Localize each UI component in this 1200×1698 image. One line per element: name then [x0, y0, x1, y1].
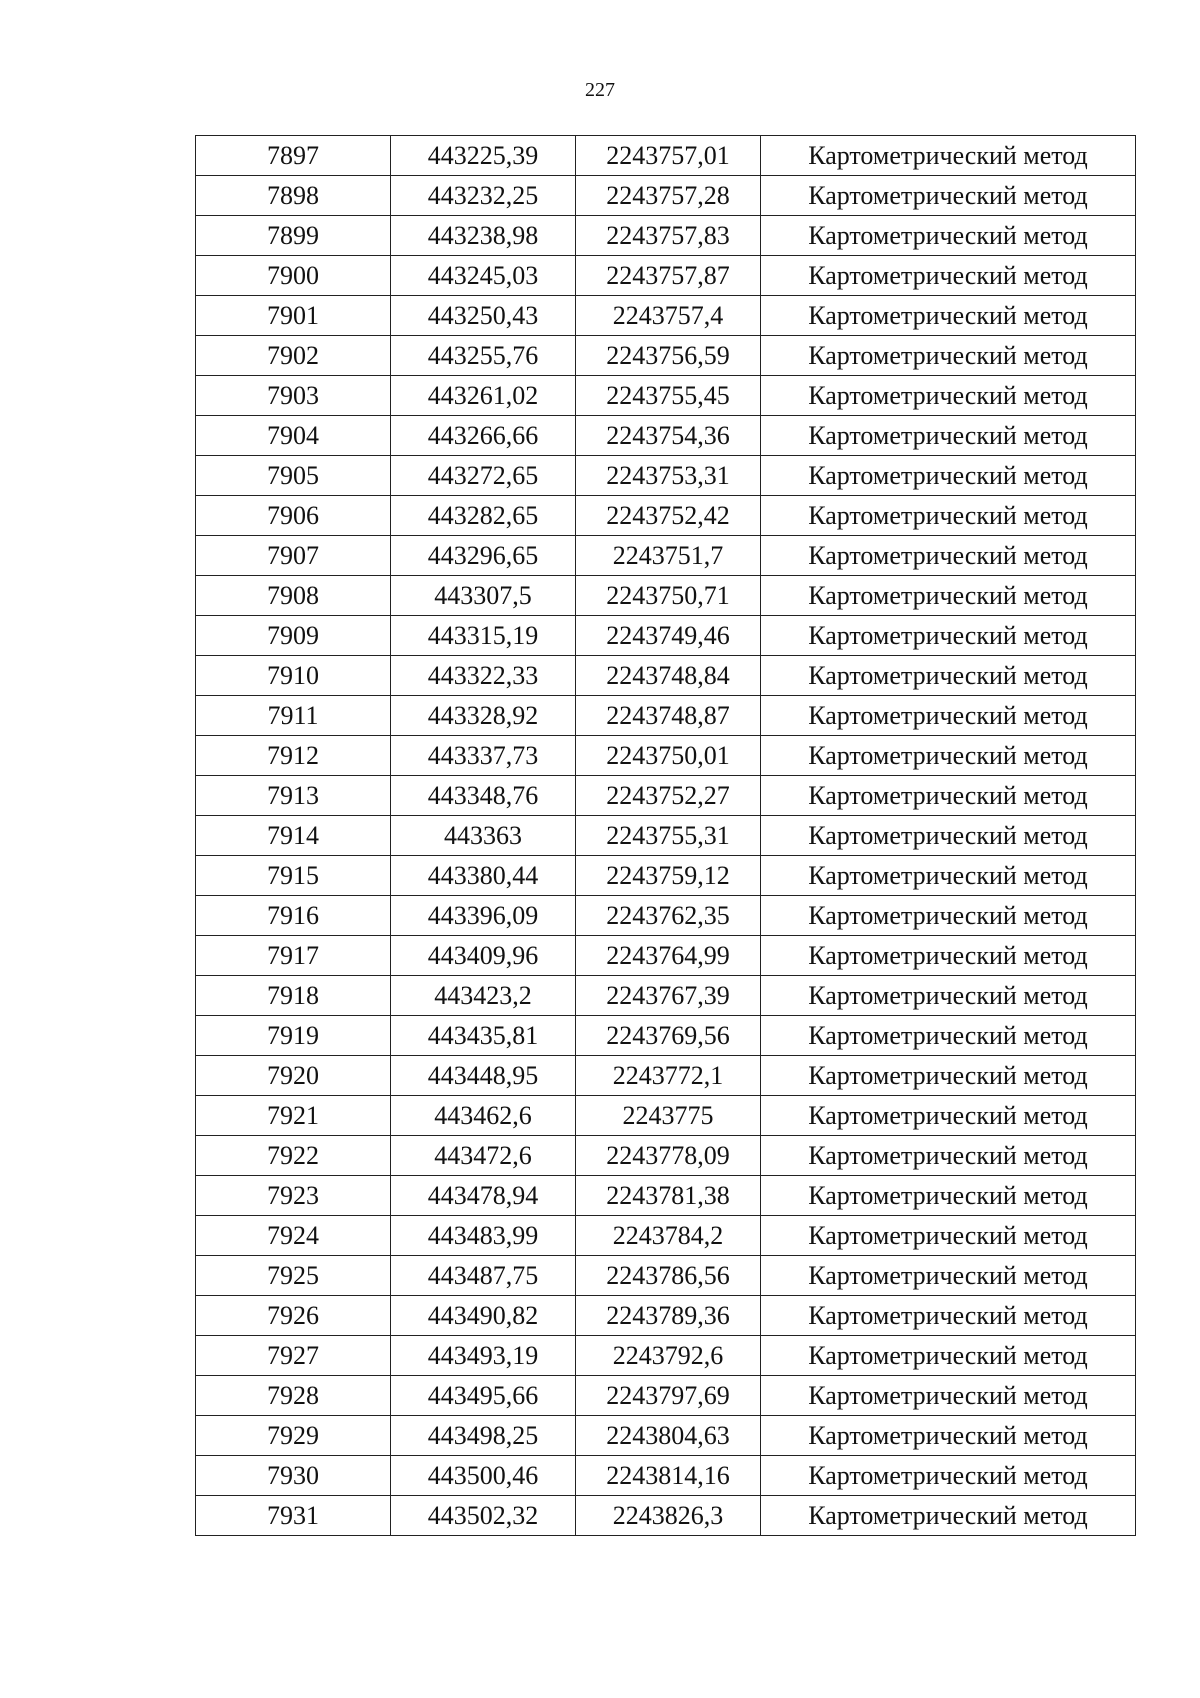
method-cell: Картометрический метод: [761, 376, 1136, 416]
table-row: [196, 696, 1136, 736]
x-coordinate-cell: 443483,99: [391, 1216, 576, 1256]
table-row: [196, 296, 1136, 336]
y-coordinate-cell: 2243752,27: [576, 776, 761, 816]
method-cell: Картометрический метод: [761, 576, 1136, 616]
method-cell: Картометрический метод: [761, 1256, 1136, 1296]
table-row: [196, 896, 1136, 936]
x-coordinate-cell: 443498,25: [391, 1416, 576, 1456]
table-row: [196, 1176, 1136, 1216]
method-cell: Картометрический метод: [761, 496, 1136, 536]
x-coordinate-cell: 443396,09: [391, 896, 576, 936]
y-coordinate-cell: 2243757,01: [576, 136, 761, 176]
table-row: [196, 1336, 1136, 1376]
method-cell: Картометрический метод: [761, 216, 1136, 256]
point-number-cell: 7927: [196, 1336, 391, 1376]
point-number-cell: 7926: [196, 1296, 391, 1336]
method-cell: Картометрический метод: [761, 536, 1136, 576]
y-coordinate-cell: 2243786,56: [576, 1256, 761, 1296]
point-number-cell: 7914: [196, 816, 391, 856]
table-row: [196, 1296, 1136, 1336]
point-number-cell: 7911: [196, 696, 391, 736]
method-cell: Картометрический метод: [761, 736, 1136, 776]
method-cell: Картометрический метод: [761, 456, 1136, 496]
method-cell: Картометрический метод: [761, 1016, 1136, 1056]
method-cell: Картометрический метод: [761, 936, 1136, 976]
x-coordinate-cell: 443472,6: [391, 1136, 576, 1176]
x-coordinate-cell: 443380,44: [391, 856, 576, 896]
y-coordinate-cell: 2243756,59: [576, 336, 761, 376]
x-coordinate-cell: 443232,25: [391, 176, 576, 216]
method-cell: Картометрический метод: [761, 1056, 1136, 1096]
y-coordinate-cell: 2243750,01: [576, 736, 761, 776]
y-coordinate-cell: 2243778,09: [576, 1136, 761, 1176]
table-row: [196, 816, 1136, 856]
method-cell: Картометрический метод: [761, 1176, 1136, 1216]
method-cell: Картометрический метод: [761, 336, 1136, 376]
point-number-cell: 7924: [196, 1216, 391, 1256]
point-number-cell: 7915: [196, 856, 391, 896]
x-coordinate-cell: 443487,75: [391, 1256, 576, 1296]
method-cell: Картометрический метод: [761, 1456, 1136, 1496]
method-cell: Картометрический метод: [761, 816, 1136, 856]
point-number-cell: 7899: [196, 216, 391, 256]
table-row: [196, 336, 1136, 376]
method-cell: Картометрический метод: [761, 1336, 1136, 1376]
x-coordinate-cell: 443250,43: [391, 296, 576, 336]
table-row: [196, 136, 1136, 176]
point-number-cell: 7930: [196, 1456, 391, 1496]
x-coordinate-cell: 443328,92: [391, 696, 576, 736]
x-coordinate-cell: 443238,98: [391, 216, 576, 256]
point-number-cell: 7910: [196, 656, 391, 696]
table-row: [196, 576, 1136, 616]
point-number-cell: 7909: [196, 616, 391, 656]
x-coordinate-cell: 443448,95: [391, 1056, 576, 1096]
table-row: [196, 1496, 1136, 1536]
y-coordinate-cell: 2243767,39: [576, 976, 761, 1016]
y-coordinate-cell: 2243775: [576, 1096, 761, 1136]
method-cell: Картометрический метод: [761, 256, 1136, 296]
table-row: [196, 216, 1136, 256]
x-coordinate-cell: 443261,02: [391, 376, 576, 416]
page-number: 227: [585, 79, 615, 101]
method-cell: Картометрический метод: [761, 616, 1136, 656]
point-number-cell: 7918: [196, 976, 391, 1016]
point-number-cell: 7906: [196, 496, 391, 536]
table-row: [196, 496, 1136, 536]
y-coordinate-cell: 2243755,31: [576, 816, 761, 856]
table-row: [196, 656, 1136, 696]
table-row: [196, 376, 1136, 416]
table-row: [196, 1376, 1136, 1416]
y-coordinate-cell: 2243751,7: [576, 536, 761, 576]
method-cell: Картометрический метод: [761, 1216, 1136, 1256]
y-coordinate-cell: 2243762,35: [576, 896, 761, 936]
y-coordinate-cell: 2243749,46: [576, 616, 761, 656]
x-coordinate-cell: 443255,76: [391, 336, 576, 376]
x-coordinate-cell: 443490,82: [391, 1296, 576, 1336]
y-coordinate-cell: 2243764,99: [576, 936, 761, 976]
method-cell: Картометрический метод: [761, 1376, 1136, 1416]
y-coordinate-cell: 2243750,71: [576, 576, 761, 616]
x-coordinate-cell: 443266,66: [391, 416, 576, 456]
table-row: [196, 256, 1136, 296]
x-coordinate-cell: 443363: [391, 816, 576, 856]
x-coordinate-cell: 443282,65: [391, 496, 576, 536]
y-coordinate-cell: 2243804,63: [576, 1416, 761, 1456]
method-cell: Картометрический метод: [761, 776, 1136, 816]
point-number-cell: 7898: [196, 176, 391, 216]
table-row: [196, 1016, 1136, 1056]
x-coordinate-cell: 443296,65: [391, 536, 576, 576]
y-coordinate-cell: 2243826,3: [576, 1496, 761, 1536]
y-coordinate-cell: 2243797,69: [576, 1376, 761, 1416]
table-row: [196, 776, 1136, 816]
point-number-cell: 7916: [196, 896, 391, 936]
x-coordinate-cell: 443337,73: [391, 736, 576, 776]
point-number-cell: 7908: [196, 576, 391, 616]
point-number-cell: 7931: [196, 1496, 391, 1536]
method-cell: Картометрический метод: [761, 896, 1136, 936]
method-cell: Картометрический метод: [761, 1096, 1136, 1136]
point-number-cell: 7919: [196, 1016, 391, 1056]
y-coordinate-cell: 2243759,12: [576, 856, 761, 896]
table-row: [196, 536, 1136, 576]
x-coordinate-cell: 443495,66: [391, 1376, 576, 1416]
x-coordinate-cell: 443478,94: [391, 1176, 576, 1216]
y-coordinate-cell: 2243792,6: [576, 1336, 761, 1376]
table-row: [196, 1456, 1136, 1496]
point-number-cell: 7901: [196, 296, 391, 336]
table-row: [196, 1136, 1136, 1176]
point-number-cell: 7900: [196, 256, 391, 296]
y-coordinate-cell: 2243757,83: [576, 216, 761, 256]
x-coordinate-cell: 443307,5: [391, 576, 576, 616]
y-coordinate-cell: 2243748,87: [576, 696, 761, 736]
table-row: [196, 1216, 1136, 1256]
point-number-cell: 7905: [196, 456, 391, 496]
x-coordinate-cell: 443435,81: [391, 1016, 576, 1056]
y-coordinate-cell: 2243754,36: [576, 416, 761, 456]
x-coordinate-cell: 443462,6: [391, 1096, 576, 1136]
x-coordinate-cell: 443409,96: [391, 936, 576, 976]
point-number-cell: 7902: [196, 336, 391, 376]
x-coordinate-cell: 443245,03: [391, 256, 576, 296]
point-number-cell: 7921: [196, 1096, 391, 1136]
y-coordinate-cell: 2243755,45: [576, 376, 761, 416]
y-coordinate-cell: 2243757,87: [576, 256, 761, 296]
method-cell: Картометрический метод: [761, 1136, 1136, 1176]
point-number-cell: 7903: [196, 376, 391, 416]
point-number-cell: 7917: [196, 936, 391, 976]
x-coordinate-cell: 443348,76: [391, 776, 576, 816]
point-number-cell: 7929: [196, 1416, 391, 1456]
y-coordinate-cell: 2243757,4: [576, 296, 761, 336]
y-coordinate-cell: 2243753,31: [576, 456, 761, 496]
table-row: [196, 1416, 1136, 1456]
y-coordinate-cell: 2243784,2: [576, 1216, 761, 1256]
point-number-cell: 7928: [196, 1376, 391, 1416]
x-coordinate-cell: 443500,46: [391, 1456, 576, 1496]
table-row: [196, 736, 1136, 776]
method-cell: Картометрический метод: [761, 176, 1136, 216]
method-cell: Картометрический метод: [761, 856, 1136, 896]
y-coordinate-cell: 2243789,36: [576, 1296, 761, 1336]
x-coordinate-cell: 443225,39: [391, 136, 576, 176]
method-cell: Картометрический метод: [761, 696, 1136, 736]
method-cell: Картометрический метод: [761, 976, 1136, 1016]
y-coordinate-cell: 2243757,28: [576, 176, 761, 216]
table-row: [196, 1096, 1136, 1136]
table-row: [196, 416, 1136, 456]
method-cell: Картометрический метод: [761, 1416, 1136, 1456]
y-coordinate-cell: 2243814,16: [576, 1456, 761, 1496]
point-number-cell: 7897: [196, 136, 391, 176]
y-coordinate-cell: 2243752,42: [576, 496, 761, 536]
table-row: [196, 1056, 1136, 1096]
coordinates-table: [195, 135, 1136, 1536]
x-coordinate-cell: 443502,32: [391, 1496, 576, 1536]
table-row: [196, 456, 1136, 496]
point-number-cell: 7923: [196, 1176, 391, 1216]
point-number-cell: 7912: [196, 736, 391, 776]
x-coordinate-cell: 443322,33: [391, 656, 576, 696]
table-row: [196, 976, 1136, 1016]
y-coordinate-cell: 2243748,84: [576, 656, 761, 696]
x-coordinate-cell: 443272,65: [391, 456, 576, 496]
method-cell: Картометрический метод: [761, 416, 1136, 456]
x-coordinate-cell: 443423,2: [391, 976, 576, 1016]
method-cell: Картометрический метод: [761, 296, 1136, 336]
method-cell: Картометрический метод: [761, 1496, 1136, 1536]
method-cell: Картометрический метод: [761, 1296, 1136, 1336]
table-row: [196, 936, 1136, 976]
y-coordinate-cell: 2243781,38: [576, 1176, 761, 1216]
point-number-cell: 7920: [196, 1056, 391, 1096]
point-number-cell: 7904: [196, 416, 391, 456]
point-number-cell: 7925: [196, 1256, 391, 1296]
y-coordinate-cell: 2243772,1: [576, 1056, 761, 1096]
x-coordinate-cell: 443315,19: [391, 616, 576, 656]
point-number-cell: 7913: [196, 776, 391, 816]
coordinates-table-body: [196, 136, 1136, 1536]
y-coordinate-cell: 2243769,56: [576, 1016, 761, 1056]
table-row: [196, 1256, 1136, 1296]
method-cell: Картометрический метод: [761, 656, 1136, 696]
point-number-cell: 7922: [196, 1136, 391, 1176]
table-row: [196, 856, 1136, 896]
point-number-cell: 7907: [196, 536, 391, 576]
method-cell: Картометрический метод: [761, 136, 1136, 176]
x-coordinate-cell: 443493,19: [391, 1336, 576, 1376]
table-row: [196, 616, 1136, 656]
table-row: [196, 176, 1136, 216]
